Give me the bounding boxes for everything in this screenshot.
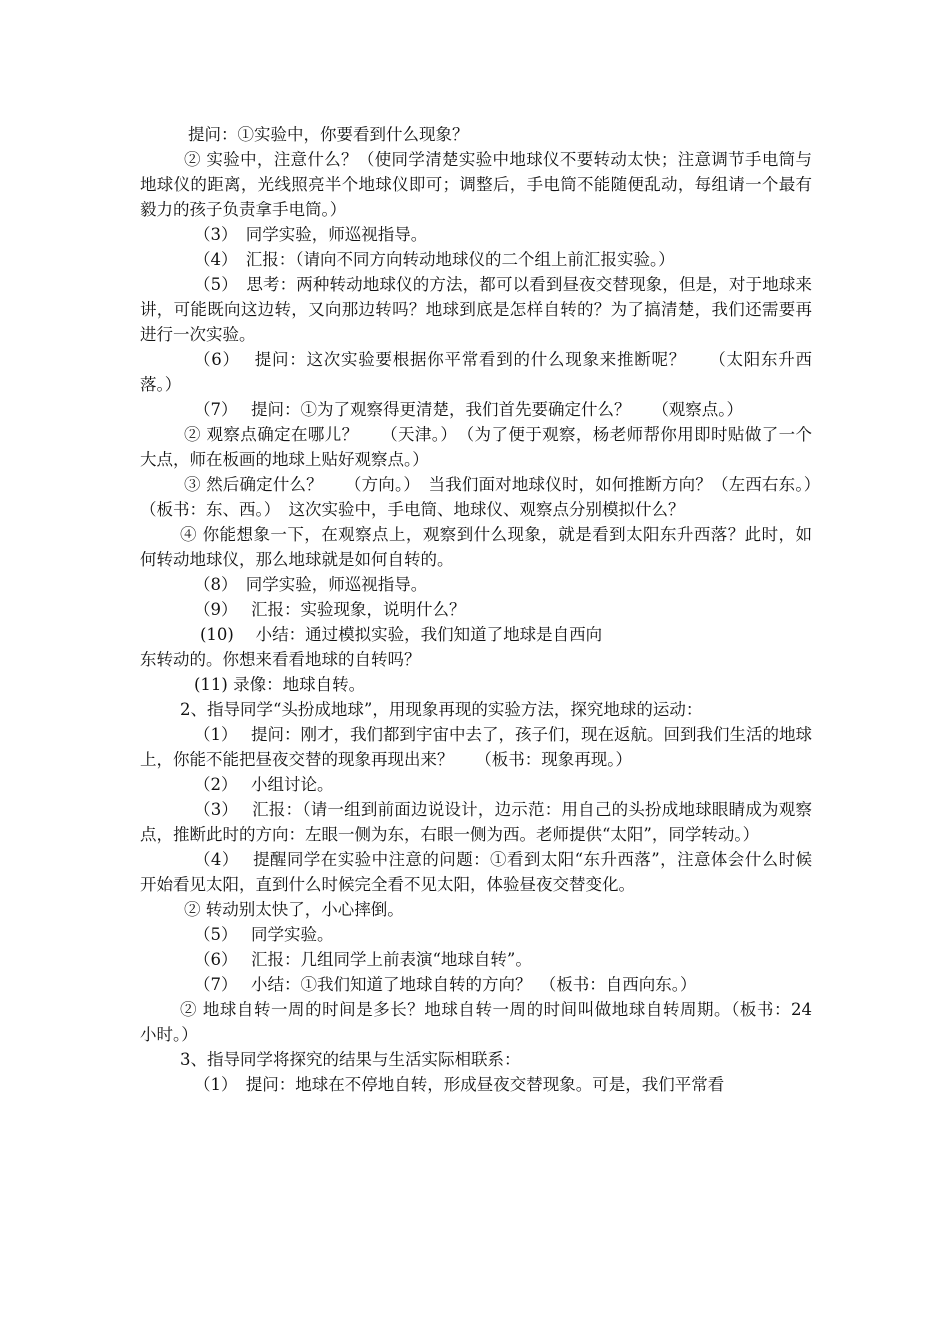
paragraph-15: (11) 录像：地球自转。	[194, 675, 366, 694]
paragraph-16: 2、指导同学“头扮成地球”，用现象再现的实验方法，探究地球的运动：	[180, 700, 703, 719]
document-body	[140, 122, 829, 1097]
paragraph-8: ② 观察点确定在哪儿？ （天津。） （为了便于观察，杨老师帮你用即时贴做了一个大点，师在板画的地球上贴好观察点。）	[140, 425, 812, 469]
paragraph-3: （3） 同学实验，师巡视指导。	[194, 225, 428, 244]
paragraph-26: 3、指导同学将探究的结果与生活实际相联系：	[180, 1050, 521, 1069]
paragraph-9: ③ 然后确定什么？ （方向。） 当我们面对地球仪时，如何推断方向？（左西右东。） （板书：东、西。） 这次实验中，手电筒、地球仪、观察点分别模拟什么？	[140, 475, 829, 519]
paragraph-4: （4） 汇报：（请向不同方向转动地球仪的二个组上前汇报实验。）	[194, 250, 675, 269]
paragraph-24: （7） 小结：①我们知道了地球自转的方向？ （板书：自西向东。）	[194, 975, 697, 994]
paragraph-12: （9） 汇报：实验现象，说明什么？	[194, 600, 466, 619]
paragraph-19: （3） 汇报：（请一组到前面边说设计，边示范：用自己的头扮成地球眼睛成为观察点，推断此时的方向：左眼一侧为东，右眼一侧为西。老师提供“太阳”，同学转动。）	[140, 800, 812, 844]
paragraph-5: （5） 思考：两种转动地球仪的方法，都可以看到昼夜交替现象，但是，对于地球来讲，可能既向这边转，又向那边转吗？地球到底是怎样自转的？为了搞清楚，我们还需要再进行一次实验。	[140, 275, 812, 344]
paragraph-10: ④ 你能想象一下，在观察点上，观察到什么现象，就是看到太阳东升西落？此时，如何转动地球仪，那么地球就是如何自转的。	[140, 525, 812, 569]
paragraph-27: （1） 提问：地球在不停地自转，形成昼夜交替现象。可是，我们平常看	[194, 1075, 725, 1094]
paragraph-22: （5） 同学实验。	[194, 925, 334, 944]
paragraph-18: （2） 小组讨论。	[194, 775, 334, 794]
paragraph-11: （8） 同学实验，师巡视指导。	[194, 575, 428, 594]
paragraph-14: 东转动的。你想来看看地球的自转吗？	[140, 650, 421, 669]
paragraph-21: ② 转动别太快了，小心摔倒。	[184, 900, 404, 919]
paragraph-2: ② 实验中，注意什么？（使同学清楚实验中地球仪不要转动太快；注意调节手电筒与地球仪的距离，光线照亮半个地球仪即可；调整后，手电筒不能随便乱动，每组请一个最有毅力的孩子负责拿手电筒。）	[140, 150, 812, 219]
paragraph-25: ② 地球自转一周的时间是多长？地球自转一周的时间叫做地球自转周期。（板书：24 小时。）	[140, 1000, 812, 1044]
paragraph-7: （7） 提问：①为了观察得更清楚，我们首先要确定什么？ （观察点。）	[194, 400, 743, 419]
paragraph-17: （1） 提问：刚才，我们都到宇宙中去了，孩子们，现在返航。回到我们生活的地球上，你能不能把昼夜交替的现象再现出来？ （板书：现象再现。）	[140, 725, 812, 769]
paragraph-20: （4） 提醒同学在实验中注意的问题：①看到太阳“东升西落”，注意体会什么时候开始看见太阳，直到什么时候完全看不见太阳，体验昼夜交替变化。	[140, 850, 812, 894]
paragraph-13: (10) 小结：通过模拟实验，我们知道了地球是自西向	[200, 625, 603, 644]
paragraph-1: 提问：①实验中，你要看到什么现象？	[188, 125, 469, 144]
paragraph-23: （6） 汇报：几组同学上前表演“地球自转”。	[194, 950, 532, 969]
paragraph-6: （6） 提问：这次实验要根据你平常看到的什么现象来推断呢？ （太阳东升西落。）	[140, 350, 812, 394]
